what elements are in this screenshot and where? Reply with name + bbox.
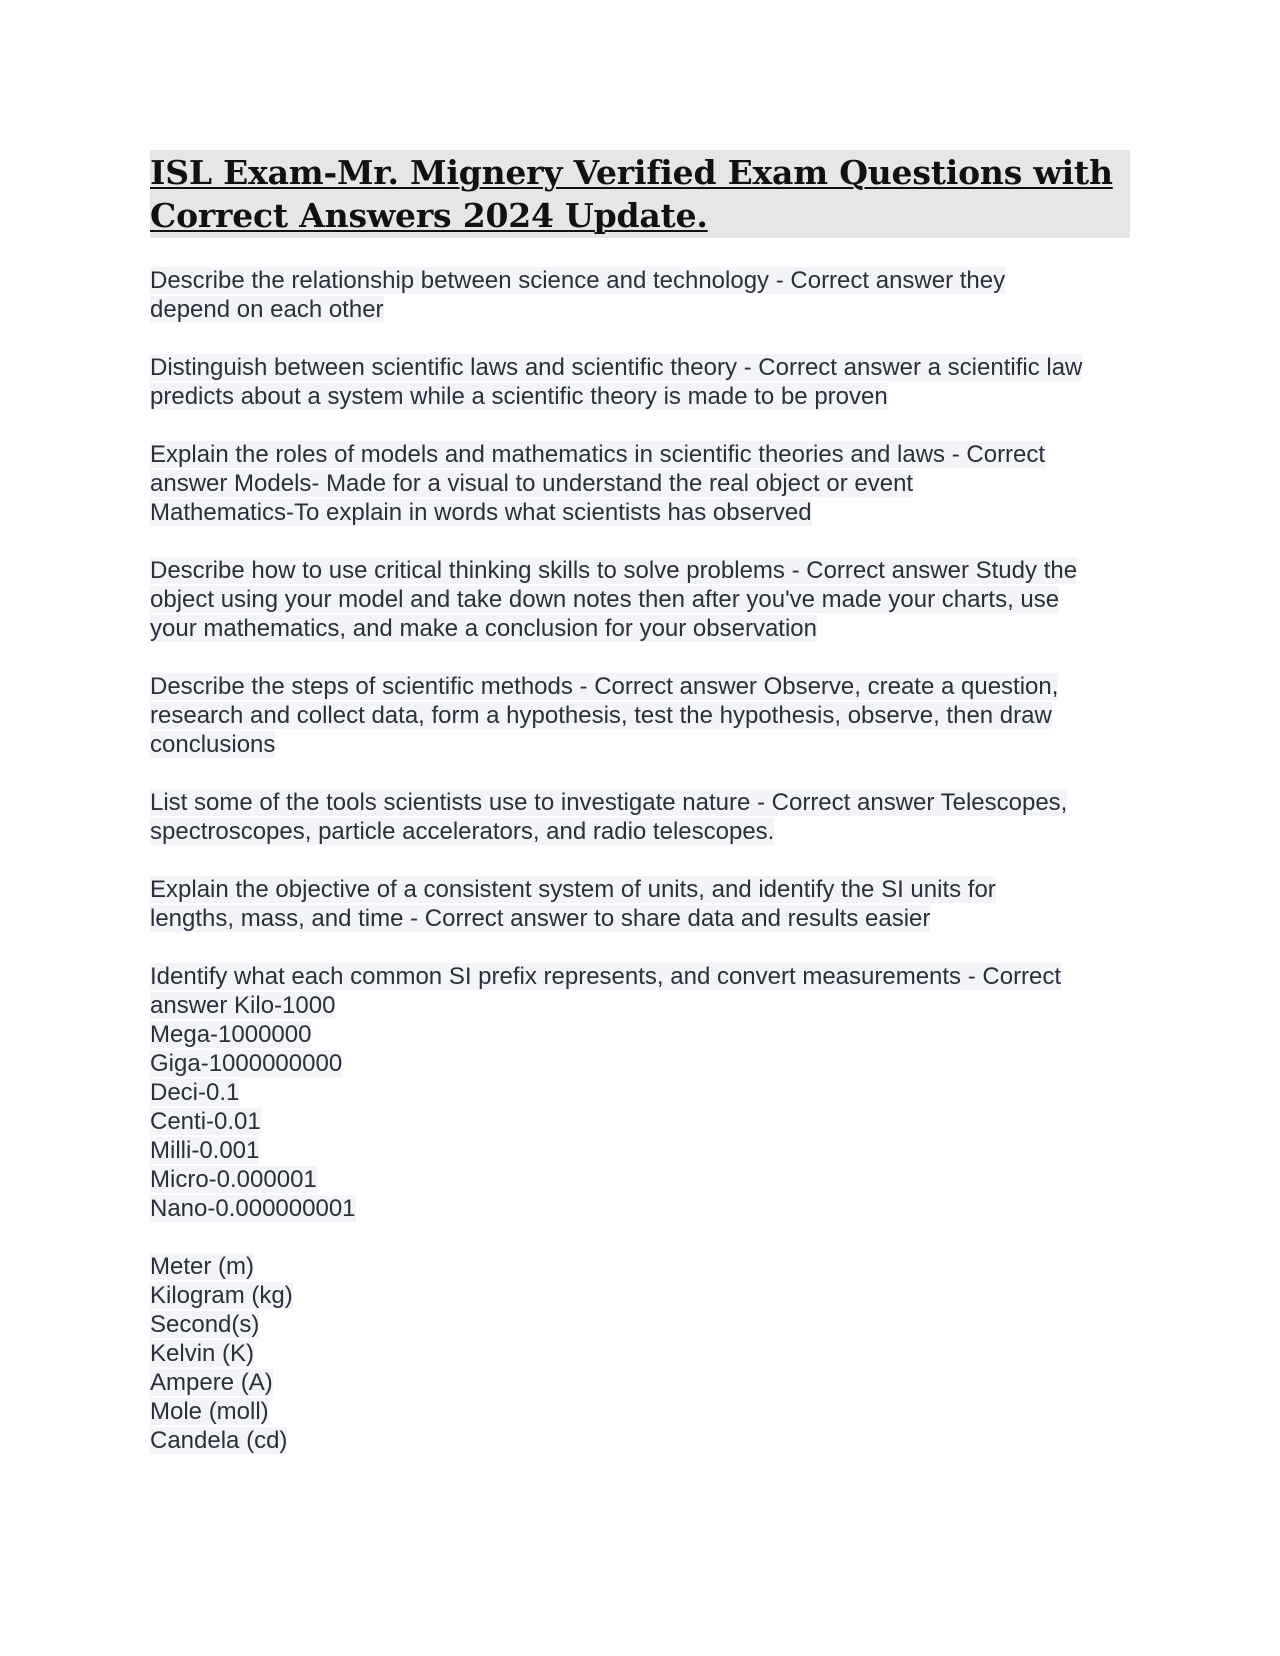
qa-entry: [150, 875, 1130, 933]
text-line: your mathematics, and make a conclusion for your observation: [150, 615, 817, 642]
text-line: Describe the relationship between science and technology - Correct answer they: [150, 267, 1006, 294]
title-line: ISL Exam-Mr. Mignery Verified Exam Questions with: [150, 153, 1113, 192]
text-line: Distinguish between scientific laws and scientific theory - Correct answer a scientific law: [150, 354, 1083, 381]
text-line: Mole (moll): [150, 1398, 269, 1425]
text-line: spectroscopes, particle accelerators, and radio telescopes.: [150, 818, 775, 845]
text-line: Describe the steps of scientific methods - Correct answer Observe, create a question,: [150, 673, 1059, 700]
text-line: Identify what each common SI prefix represents, and convert measurements - Correct: [150, 963, 1062, 990]
text-line: Mathematics-To explain in words what scientists has observed: [150, 499, 812, 526]
qa-entry: [150, 962, 1130, 1223]
text-line: Kelvin (K): [150, 1340, 255, 1367]
text-line: predicts about a system while a scientific theory is made to be proven: [150, 383, 888, 410]
text-line: Mega-1000000: [150, 1021, 312, 1048]
text-line: Nano-0.000000001: [150, 1195, 356, 1222]
text-line: Centi-0.01: [150, 1108, 261, 1135]
qa-entry: [150, 440, 1130, 527]
text-line: object using your model and take down notes then after you've made your charts, use: [150, 586, 1060, 613]
text-line: answer Models- Made for a visual to understand the real object or event: [150, 470, 914, 497]
document-page: [150, 150, 1130, 1484]
qa-entry: [150, 1252, 1130, 1455]
text-line: List some of the tools scientists use to investigate nature - Correct answer Telescopes,: [150, 789, 1068, 816]
text-line: depend on each other: [150, 296, 384, 323]
title-line: Correct Answers 2024 Update.: [150, 196, 708, 235]
text-line: answer Kilo-1000: [150, 992, 336, 1019]
qa-entry: [150, 353, 1130, 411]
text-line: Deci-0.1: [150, 1079, 240, 1106]
qa-entry: [150, 556, 1130, 643]
text-line: research and collect data, form a hypothesis, test the hypothesis, observe, then draw: [150, 702, 1052, 729]
text-line: Explain the objective of a consistent system of units, and identify the SI units for: [150, 876, 996, 903]
text-line: Ampere (A): [150, 1369, 273, 1396]
document-title: [150, 150, 1130, 238]
text-line: Milli-0.001: [150, 1137, 260, 1164]
text-line: Giga-1000000000: [150, 1050, 343, 1077]
qa-entry: [150, 266, 1130, 324]
text-line: Explain the roles of models and mathematics in scientific theories and laws - Correct: [150, 441, 1046, 468]
text-line: Meter (m): [150, 1253, 254, 1280]
qa-entry: [150, 672, 1130, 759]
qa-entry: [150, 788, 1130, 846]
text-line: conclusions: [150, 731, 276, 758]
text-line: Describe how to use critical thinking skills to solve problems - Correct answer Study the: [150, 557, 1078, 584]
text-line: Candela (cd): [150, 1427, 288, 1454]
text-line: Kilogram (kg): [150, 1282, 293, 1309]
text-line: lengths, mass, and time - Correct answer to share data and results easier: [150, 905, 931, 932]
text-line: Micro-0.000001: [150, 1166, 317, 1193]
text-line: Second(s): [150, 1311, 260, 1338]
